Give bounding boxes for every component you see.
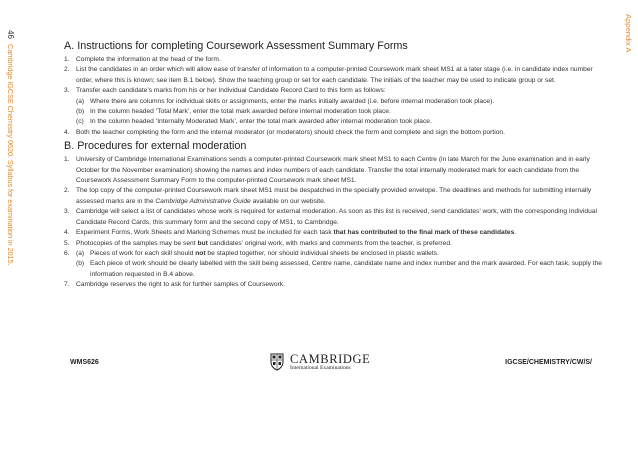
logo-wordmark: CAMBRIDGE: [290, 352, 371, 366]
list-item: 4. Experiment Forms, Work Sheets and Marking Schemes must be included for each task that has contributed to the final mark of these candidates.: [64, 229, 517, 237]
list-item: 2. The top copy of the computer-printed Coursework mark sheet MS1 must be despatched in the specially provided envelope. The deadlines and methods for submitting internally assessed marks are in the Cambridge Administrative Guide available on our website.: [64, 187, 592, 205]
form-code-left: WMS626: [70, 359, 99, 366]
section-b-list: [64, 155, 606, 290]
cambridge-logo: [270, 352, 380, 374]
sub-list-item: (b) Each piece of work should be clearly labelled with the skill being assessed, Centre name, candidate name and index number and the mark awarded. For each task, supply the information requested in B.4 above.: [76, 260, 602, 278]
list-item: 5. Photocopies of the samples may be sent but candidates’ original work, with marks and comments from the teacher, is preferred.: [64, 239, 452, 247]
sub-list-item: (c) In the column headed ‘Internally Moderated Mark’, enter the total mark awarded after internal moderation took place.: [76, 118, 432, 126]
crest-icon: [270, 353, 284, 371]
list-item: 3. Transfer each candidate’s marks from his or her Individual Candidate Record Card to this form as follows:: [64, 87, 386, 95]
form-code-right: IGCSE/CHEMISTRY/CW/S/: [505, 359, 592, 366]
list-item: 3. Cambridge will select a list of candidates whose work is required for external moderation. As soon as this list is received, send candidates’ work, with the corresponding Individual Candidate Record Cards, this summary form and the second copy of MS1, to Cambridge.: [64, 208, 597, 226]
appendix-label: Appendix A: [624, 14, 633, 53]
section-a-title: A. Instructions for completing Coursework Assessment Summary Forms: [64, 40, 408, 52]
left-margin: [0, 0, 24, 451]
list-item: 2. List the candidates in an order which will allow ease of transfer of information to a computer-printed Coursework mark sheet MS1 at a later stage (i.e. in candidate index number order, where this is known; see item B.1 below). Show the teaching group or set for each candidate. The initials of the teacher may be used to indicate group or set.: [64, 66, 593, 84]
logo-subtitle: International Examinations: [290, 365, 351, 371]
document-body: [64, 40, 606, 291]
running-header: Cambridge IGCSE Chemistry 0620. Syllabus for examination in 2015.: [6, 44, 15, 266]
list-item: 1. Complete the information at the head of the form.: [64, 56, 221, 63]
list-item: 7. Cambridge reserves the right to ask for further samples of Coursework.: [64, 281, 285, 289]
section-a-list: [64, 55, 606, 138]
list-item: 6. (a) Pieces of work for each skill should not be stapled together, nor should individual sheets be enclosed in plastic wallets.: [64, 249, 439, 257]
sub-list-item: (a) Where there are columns for individual skills or assignments, enter the marks initially awarded (i.e. before internal moderation took place).: [76, 97, 495, 105]
list-item: 4. Both the teacher completing the form and the internal moderator (or moderators) should check the form and complete and sign the bottom portion.: [64, 128, 505, 136]
page-number: 46: [6, 30, 15, 39]
form-footer: [64, 352, 606, 374]
list-item: 1. University of Cambridge International Examinations sends a computer-printed Coursework mark sheet MS1 to each Centre (in late March for the June examination and in early October for the November examination) showing the names and index numbers of each candidate. Transfer the total internally moderated mark for each candidate from the Coursework Assessment Summary Form to the computer-printed Coursework mark sheet MS1.: [64, 156, 590, 185]
sub-list-item: (b) In the column headed ‘Total Mark’, enter the total mark awarded before internal moderation took place.: [76, 108, 391, 116]
section-b-title: B. Procedures for external moderation: [64, 140, 247, 153]
